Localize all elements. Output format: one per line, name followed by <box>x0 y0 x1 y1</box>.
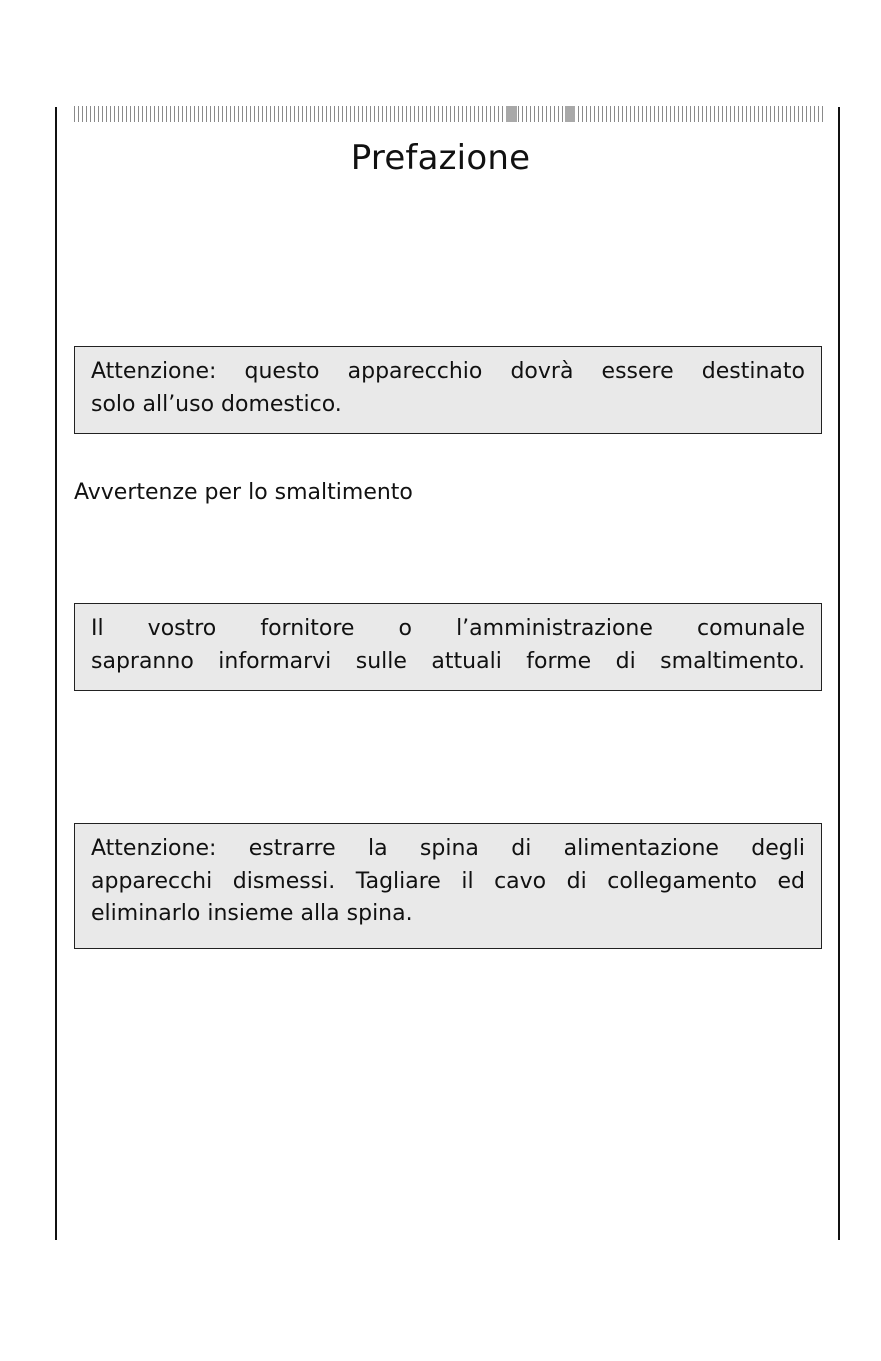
unplug-warning-notice <box>74 823 822 949</box>
decorative-header-strip <box>74 106 826 122</box>
notice-line: apparecchi dismessi. Tagliare il cavo di collegamento ed <box>91 868 805 894</box>
disposal-section-heading: Avvertenze per lo smaltimento <box>74 480 413 505</box>
header-strip-block <box>506 106 517 122</box>
notice-line: sapranno informarvi sulle attuali forme di smaltimento. <box>91 648 805 674</box>
page-title: Prefazione <box>350 138 531 178</box>
household-use-notice <box>74 346 822 434</box>
header-strip-block <box>565 106 575 122</box>
notice-line: eliminarlo insieme alla spina. <box>91 901 413 926</box>
notice-line: Attenzione: estrarre la spina di alimentazione degli <box>91 836 805 861</box>
notice-line: Attenzione: questo apparecchio dovrà essere destinato <box>91 359 805 384</box>
right-margin-rule <box>838 107 840 1240</box>
left-margin-rule <box>55 107 57 1240</box>
disposal-info-notice <box>74 603 822 691</box>
notice-line: solo all’uso domestico. <box>91 391 342 417</box>
notice-line: Il vostro fornitore o l’amministrazione comunale <box>91 616 805 641</box>
